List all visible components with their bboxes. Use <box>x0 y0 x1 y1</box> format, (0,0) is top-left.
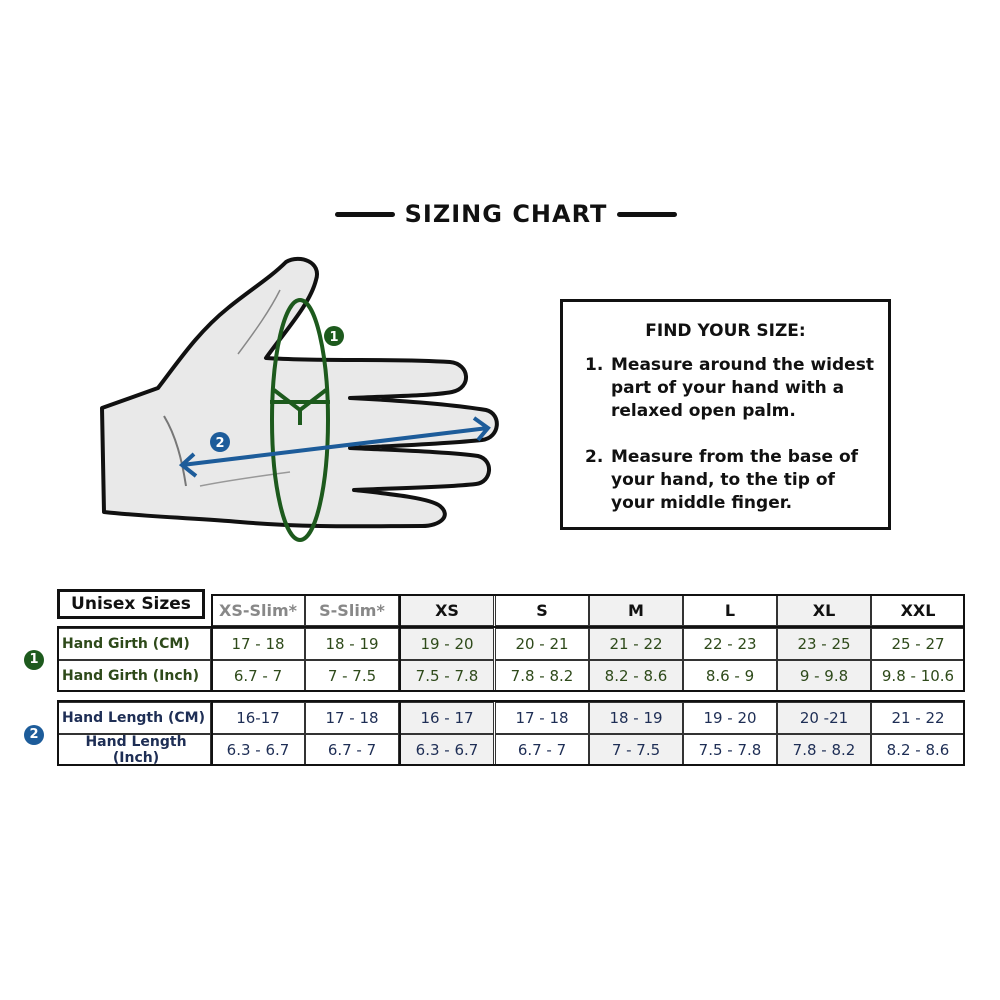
row-label: Hand Length (Inch) <box>57 734 211 766</box>
row-label: Hand Girth (CM) <box>57 628 211 660</box>
find-your-size-heading: FIND YOUR SIZE: <box>645 321 806 341</box>
hand-measurement-illustration <box>90 250 510 550</box>
size-value-cell: 17 - 18 <box>495 702 589 734</box>
size-value-cell: 19 - 20 <box>683 702 777 734</box>
page-title: SIZING CHART <box>404 200 608 228</box>
size-value-cell: 6.3 - 6.7 <box>400 734 494 766</box>
size-value-cell: 16 - 17 <box>400 702 494 734</box>
size-value-cell: 7.8 - 8.2 <box>777 734 871 766</box>
size-value-cell: 8.2 - 8.6 <box>871 734 965 766</box>
slim-divider <box>399 594 401 692</box>
length-group-badge: 2 <box>24 725 44 745</box>
sizing-chart-header <box>335 196 677 232</box>
row-label: Hand Length (CM) <box>57 702 211 734</box>
size-value-cell: 20 -21 <box>777 702 871 734</box>
size-value-cell: 25 - 27 <box>871 628 965 660</box>
size-value-cell: 6.7 - 7 <box>495 734 589 766</box>
step-text: Measure around the widest part of your hand with a relaxed open palm. <box>611 355 874 421</box>
size-value-cell: 18 - 19 <box>305 628 399 660</box>
size-value-cell: 23 - 25 <box>777 628 871 660</box>
size-value-cell: 7.8 - 8.2 <box>495 660 589 692</box>
size-value-cell: 7 - 7.5 <box>305 660 399 692</box>
size-column-header: S-Slim* <box>305 594 399 626</box>
step-text: Measure from the base of your hand, to the tip of your middle finger. <box>611 447 859 513</box>
girth-group-badge: 1 <box>24 650 44 670</box>
girth-marker-badge <box>324 326 344 346</box>
instruction-step-1 <box>585 354 876 423</box>
find-your-size-box <box>560 299 891 530</box>
size-column-header: XS-Slim* <box>211 594 305 626</box>
length-marker-badge <box>210 432 230 452</box>
size-value-cell: 7 - 7.5 <box>589 734 683 766</box>
instruction-list <box>585 354 876 538</box>
size-value-cell: 8.6 - 9 <box>683 660 777 692</box>
size-value-cell: 9.8 - 10.6 <box>871 660 965 692</box>
size-value-cell: 7.5 - 7.8 <box>683 734 777 766</box>
girth-marker-number: 1 <box>329 330 339 345</box>
size-value-cell: 17 - 18 <box>305 702 399 734</box>
girth-rows-frame <box>57 626 965 692</box>
size-value-cell: 21 - 22 <box>871 702 965 734</box>
length-marker-number: 2 <box>215 436 225 451</box>
size-column-header: L <box>683 594 777 626</box>
title-right-rule <box>617 212 677 217</box>
size-value-cell: 6.3 - 6.7 <box>211 734 305 766</box>
size-value-cell: 19 - 20 <box>400 628 494 660</box>
size-column-header: M <box>589 594 683 626</box>
size-column-header: XXL <box>871 594 965 626</box>
size-value-cell: 21 - 22 <box>589 628 683 660</box>
size-value-cell: 16-17 <box>211 702 305 734</box>
size-value-cell: 6.7 - 7 <box>305 734 399 766</box>
size-value-cell: 18 - 19 <box>589 702 683 734</box>
instruction-step-2 <box>585 446 876 515</box>
step-number: 1. <box>585 355 604 375</box>
size-value-cell: 7.5 - 7.8 <box>400 660 494 692</box>
size-column-header: XL <box>777 594 871 626</box>
size-value-cell: 17 - 18 <box>211 628 305 660</box>
size-column-header: S <box>495 594 589 626</box>
size-value-cell: 22 - 23 <box>683 628 777 660</box>
row-label: Hand Girth (Inch) <box>57 660 211 692</box>
size-value-cell: 9 - 9.8 <box>777 660 871 692</box>
length-values-frame <box>211 700 965 766</box>
step-number: 2. <box>585 447 604 467</box>
size-value-cell: 20 - 21 <box>495 628 589 660</box>
title-left-rule <box>335 212 395 217</box>
unisex-sizes-label: Unisex Sizes <box>57 589 205 619</box>
size-column-header: XS <box>400 594 494 626</box>
slim-divider <box>399 700 401 766</box>
size-value-cell: 6.7 - 7 <box>211 660 305 692</box>
size-value-cell: 8.2 - 8.6 <box>589 660 683 692</box>
